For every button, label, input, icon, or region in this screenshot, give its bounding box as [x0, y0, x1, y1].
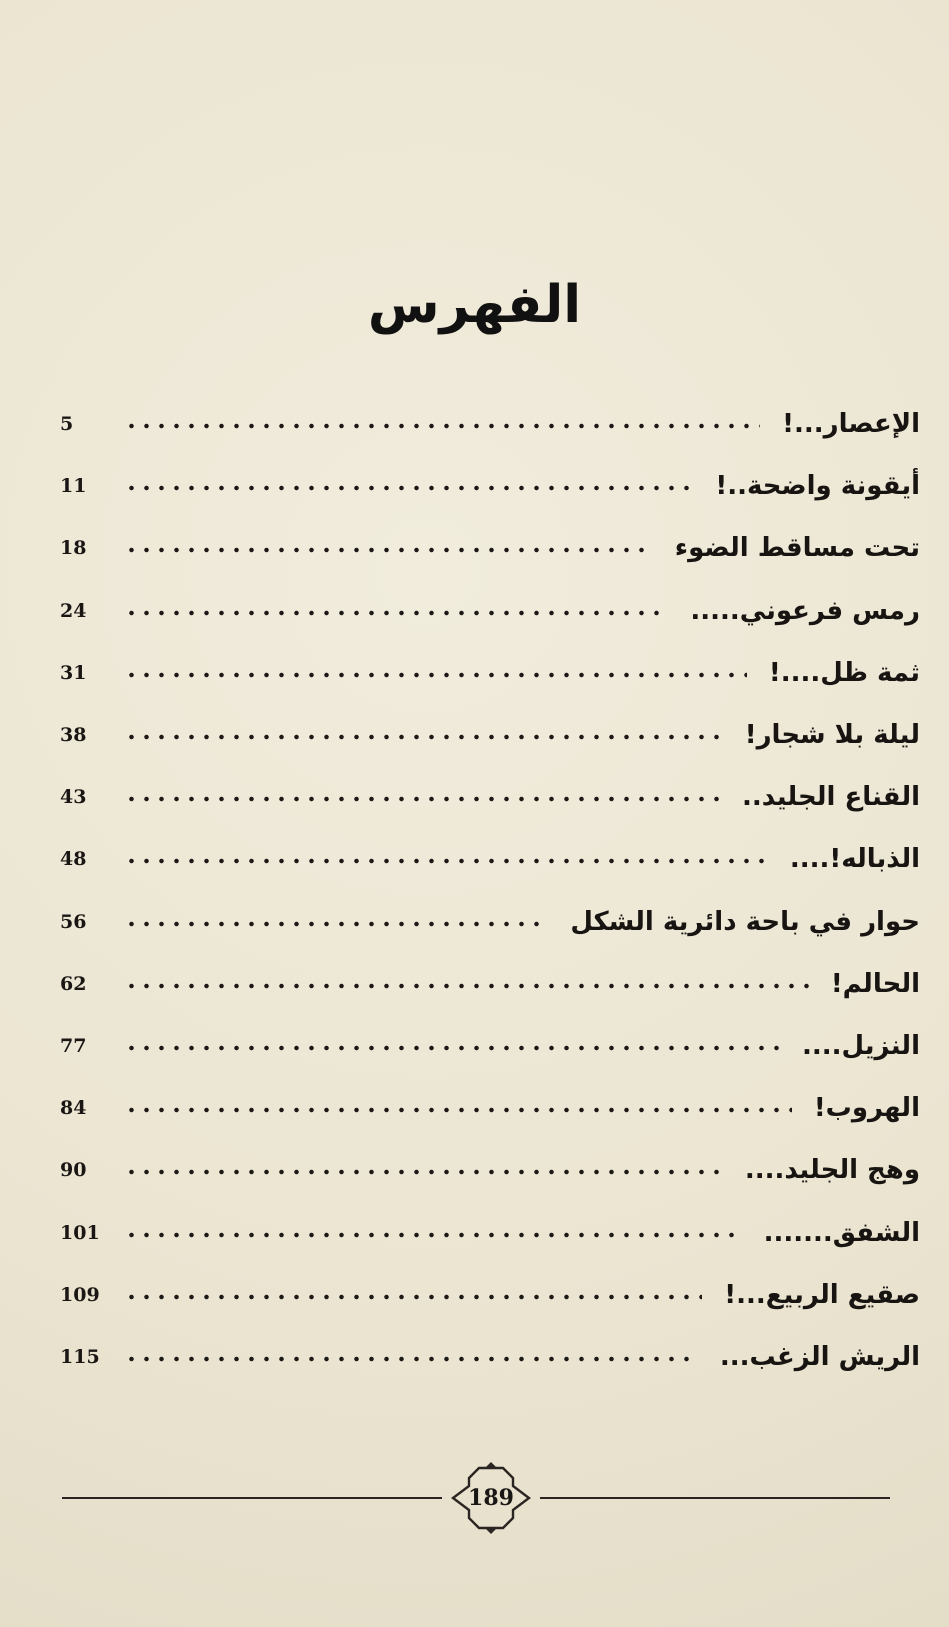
toc-entry: [60, 517, 920, 579]
toc-entry: [60, 953, 920, 1015]
dot-leader: [124, 1106, 792, 1114]
toc-entry-title: الحالم!: [830, 968, 920, 999]
dot-leader: [124, 795, 720, 803]
dot-leader: [124, 546, 653, 554]
toc-entry: [60, 455, 920, 517]
toc-entry-title: ليلة بلا شجار!: [744, 720, 920, 751]
toc-entry-title: تحت مساقط الضوء: [674, 533, 920, 564]
toc-entry-title: ثمة ظل....!: [768, 657, 920, 688]
dot-leader: [124, 1044, 780, 1052]
toc-entry-title: الشفق.......: [763, 1217, 920, 1248]
dot-leader: [124, 1168, 723, 1176]
toc-entry-page: 77: [60, 1034, 87, 1057]
page-title: الفهرس: [367, 275, 582, 335]
toc-entry-title: الهروب!: [813, 1093, 920, 1124]
toc-entry-page: 56: [60, 910, 87, 933]
toc-entry-title: وهج الجليد....: [744, 1155, 920, 1186]
toc-entry: [60, 1201, 920, 1263]
toc-entry: [60, 1264, 920, 1326]
toc-entry: [60, 828, 920, 890]
table-of-contents: [60, 393, 920, 1388]
toc-entry-page: 90: [60, 1159, 87, 1182]
toc-entry: [60, 642, 920, 704]
toc-entry-title: القناع الجليد..: [742, 782, 920, 813]
toc-entry-title: أيقونة واضحة..!: [715, 471, 920, 502]
dot-leader: [124, 920, 548, 928]
toc-entry-page: 62: [60, 972, 87, 995]
footer-rule-right: [540, 1497, 890, 1499]
dot-leader: [124, 1293, 702, 1301]
toc-entry: [60, 704, 920, 766]
toc-entry: [60, 580, 920, 642]
toc-entry-page: 115: [60, 1345, 100, 1368]
toc-entry-page: 109: [60, 1283, 100, 1306]
toc-entry-title: صقيع الربيع...!: [724, 1279, 920, 1310]
toc-entry: [60, 766, 920, 828]
toc-entry: [60, 1015, 920, 1077]
dot-leader: [124, 857, 768, 865]
dot-leader: [124, 422, 760, 430]
page-number: 189: [468, 1485, 514, 1511]
dot-leader: [124, 671, 747, 679]
toc-entry-page: 5: [60, 413, 74, 436]
toc-entry-title: الإعصار...!: [782, 409, 920, 440]
toc-entry-page: 11: [60, 475, 87, 498]
toc-entry: [60, 1326, 920, 1388]
toc-entry-page: 84: [60, 1097, 87, 1120]
toc-entry-page: 38: [60, 724, 87, 747]
toc-entry: [60, 393, 920, 455]
toc-entry-title: الذباله!....: [789, 844, 920, 875]
toc-entry-page: 24: [60, 599, 87, 622]
dot-leader: [124, 1355, 698, 1363]
page-number-badge: [443, 1462, 539, 1534]
toc-entry: [60, 891, 920, 953]
dot-leader: [124, 609, 668, 617]
footer-rule-left: [62, 1497, 442, 1499]
dot-leader: [124, 982, 809, 990]
toc-entry: [60, 1139, 920, 1201]
toc-entry-page: 48: [60, 848, 87, 871]
toc-entry-title: رمس فرعوني.....: [690, 595, 920, 626]
dot-leader: [124, 484, 693, 492]
toc-entry-page: 31: [60, 661, 87, 684]
toc-entry-page: 101: [60, 1221, 100, 1244]
toc-entry-page: 18: [60, 537, 87, 560]
toc-entry-title: الريش الزغب...: [719, 1341, 920, 1372]
dot-leader: [124, 733, 723, 741]
toc-entry-title: حوار في باحة دائرية الشكل: [570, 906, 920, 937]
toc-entry-title: النزيل....: [802, 1030, 920, 1061]
toc-entry: [60, 1077, 920, 1139]
toc-entry-page: 43: [60, 786, 87, 809]
dot-leader: [124, 1231, 742, 1239]
